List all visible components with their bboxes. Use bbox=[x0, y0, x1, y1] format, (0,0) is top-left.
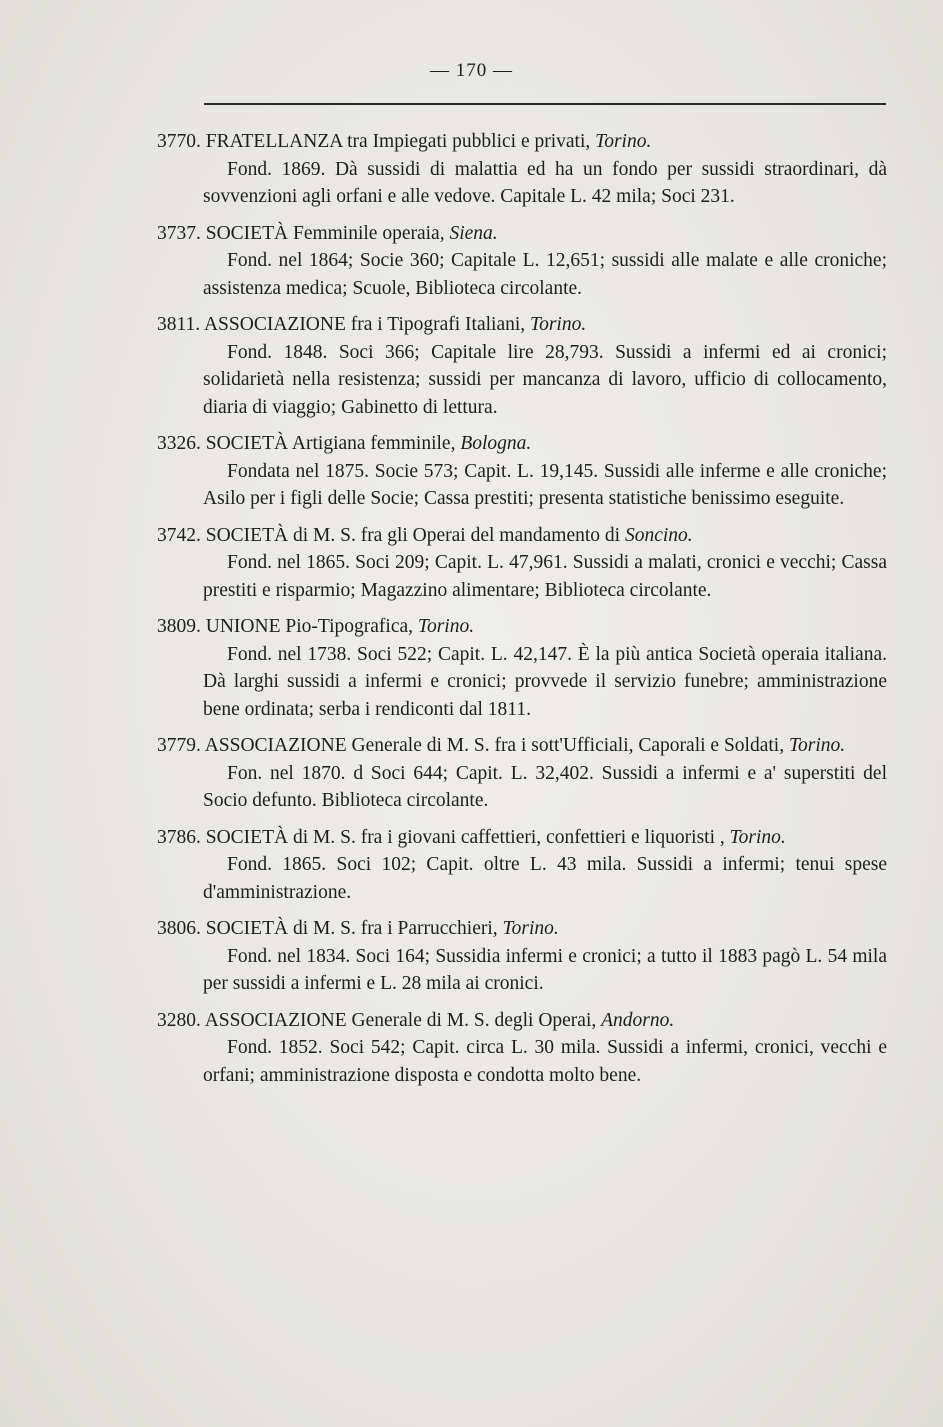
entry-body: Fond. 1852. Soci 542; Capit. circa L. 30 mila. Sussidi a infermi, cronici, vecchi e orfani; amministrazione disposta e condotta molto bene. bbox=[203, 1037, 887, 1086]
entry-number: 3326. bbox=[157, 433, 201, 454]
entry-city: Torino. bbox=[729, 826, 786, 848]
entry bbox=[157, 220, 887, 303]
entry-city: Torino. bbox=[595, 131, 652, 152]
entry-city: Bologna. bbox=[460, 433, 532, 454]
entry-number: 3779. bbox=[157, 735, 201, 756]
entry-city: Siena. bbox=[449, 222, 498, 244]
entry-body: Fond. 1869. Dà sussidi di malattia ed ha un fondo per sussidi straordinari, dà sovvenzioni agli orfani e alle vedove. Capitale L. 42 mila; Soci 231. bbox=[203, 158, 887, 207]
page-number: — 170 — bbox=[430, 60, 513, 81]
header-rule bbox=[204, 103, 886, 105]
entry bbox=[157, 1007, 887, 1090]
entry-body: Fond. nel 1834. Soci 164; Sussidia infermi e cronici; a tutto il 1883 pagò L. 54 mila per sussidi a infermi e L. 28 mila ai cronici. bbox=[203, 945, 887, 994]
entry-name: ASSOCIAZIONE bbox=[203, 314, 346, 335]
entry-title-rest: fra i Tipografi Italiani, bbox=[350, 314, 526, 335]
entry-title-rest: di M. S. fra i Parrucchieri, bbox=[292, 918, 498, 939]
entry-name: SOCIETÀ bbox=[205, 222, 289, 244]
entry-title bbox=[157, 311, 887, 339]
entry-body: Fond. 1865. Soci 102; Capit. oltre L. 43 mila. Sussidi a infermi; tenui spese d'amministrazione. bbox=[203, 854, 887, 903]
entry-city: Torino. bbox=[502, 918, 559, 939]
entry-title bbox=[157, 522, 887, 550]
entry-city: Torino. bbox=[417, 616, 475, 637]
entry-title bbox=[157, 1007, 887, 1035]
entry-city: Andorno. bbox=[601, 1009, 675, 1031]
entry bbox=[157, 522, 887, 605]
entry-name: UNIONE bbox=[205, 616, 281, 637]
entry-body: Fond. 1848. Soci 366; Capitale lire 28,793. Sussidi a infermi ed ai cronici; solidarietà nella resistenza; sussidi per mancanza di lavoro, ufficio di collocamento, diaria di viaggio; Gabinetto di lettura. bbox=[203, 341, 887, 418]
entry bbox=[157, 915, 887, 998]
entry bbox=[157, 430, 887, 513]
entry bbox=[157, 824, 887, 907]
entry-title-rest: Pio-Tipografica, bbox=[285, 616, 414, 637]
entry-number: 3811. bbox=[157, 314, 201, 335]
entry-body: Fond. nel 1865. Soci 209; Capit. L. 47,961. Sussidi a malati, cronici e vecchi; Cassa prestiti e risparmio; Magazzino alimentare; Biblioteca circolante. bbox=[203, 552, 887, 601]
entry-name: SOCIETÀ bbox=[205, 826, 289, 848]
entry-name: SOCIETÀ bbox=[205, 524, 289, 546]
entry-title bbox=[157, 220, 887, 248]
entry-name: ASSOCIAZIONE bbox=[204, 1009, 347, 1031]
entry-number: 3809. bbox=[157, 616, 201, 637]
entry-body: Fond. nel 1864; Socie 360; Capitale L. 12,651; sussidi alle malate e alle croniche; assistenza medica; Scuole, Biblioteca circolante. bbox=[203, 250, 887, 299]
entry-title bbox=[157, 430, 887, 458]
entry-name: SOCIETÀ bbox=[205, 433, 289, 454]
entry-title-rest: Generale di M. S. degli Operai, bbox=[351, 1009, 597, 1031]
entry-title-rest: Artigiana femminile, bbox=[291, 433, 456, 454]
entry-title bbox=[157, 128, 887, 156]
entry-body: Fond. nel 1738. Soci 522; Capit. L. 42,147. È la più antica Società operaia italiana. Dà larghi sussidi a infermi e cronici; provvede il servizio funebre; amministrazione bene ordinata; serba i rendiconti dal 1811. bbox=[203, 643, 887, 720]
entry-title-rest: tra Impiegati pubblici e privati, bbox=[347, 131, 591, 152]
entry bbox=[157, 128, 887, 211]
entry-city: Torino. bbox=[530, 314, 587, 335]
entry-title bbox=[157, 915, 887, 943]
entry-body: Fon. nel 1870. d Soci 644; Capit. L. 32,402. Sussidi a infermi e a' superstiti del Socio defunto. Biblioteca circolante. bbox=[203, 762, 887, 811]
entry-title-rest: Generale di M. S. fra i sott'Ufficiali, Caporali e Soldati, bbox=[351, 735, 785, 756]
entry-number: 3737. bbox=[157, 222, 201, 244]
entry-title bbox=[157, 824, 887, 852]
entry-title bbox=[157, 732, 887, 760]
entry bbox=[157, 732, 887, 815]
entry-name: SOCIETÀ bbox=[205, 918, 289, 939]
entry-number: 3742. bbox=[157, 524, 201, 546]
entry-number: 3786. bbox=[157, 826, 201, 848]
entries-list bbox=[157, 128, 887, 1098]
entry-city: Soncino. bbox=[624, 524, 693, 546]
entry bbox=[157, 311, 887, 421]
entry-city: Torino. bbox=[788, 735, 846, 756]
entry-name: ASSOCIAZIONE bbox=[204, 735, 347, 756]
entry-number: 3280. bbox=[157, 1009, 201, 1031]
entry-body: Fondata nel 1875. Socie 573; Capit. L. 19,145. Sussidi alle inferme e alle croniche; Asilo per i figli delle Socie; Cassa prestiti; presenta statistiche benissimo eseguite. bbox=[203, 460, 887, 509]
entry bbox=[157, 613, 887, 723]
entry-number: 3770. bbox=[157, 131, 201, 152]
entry-name: FRATELLANZA bbox=[205, 131, 343, 152]
entry-title-rest: di M. S. fra i giovani caffettieri, confettieri e liquoristi , bbox=[292, 826, 725, 848]
entry-title bbox=[157, 613, 887, 641]
entry-title-rest: Femminile operaia, bbox=[292, 222, 445, 244]
entry-number: 3806. bbox=[157, 918, 201, 939]
entry-title-rest: di M. S. fra gli Operai del mandamento di bbox=[292, 524, 621, 546]
